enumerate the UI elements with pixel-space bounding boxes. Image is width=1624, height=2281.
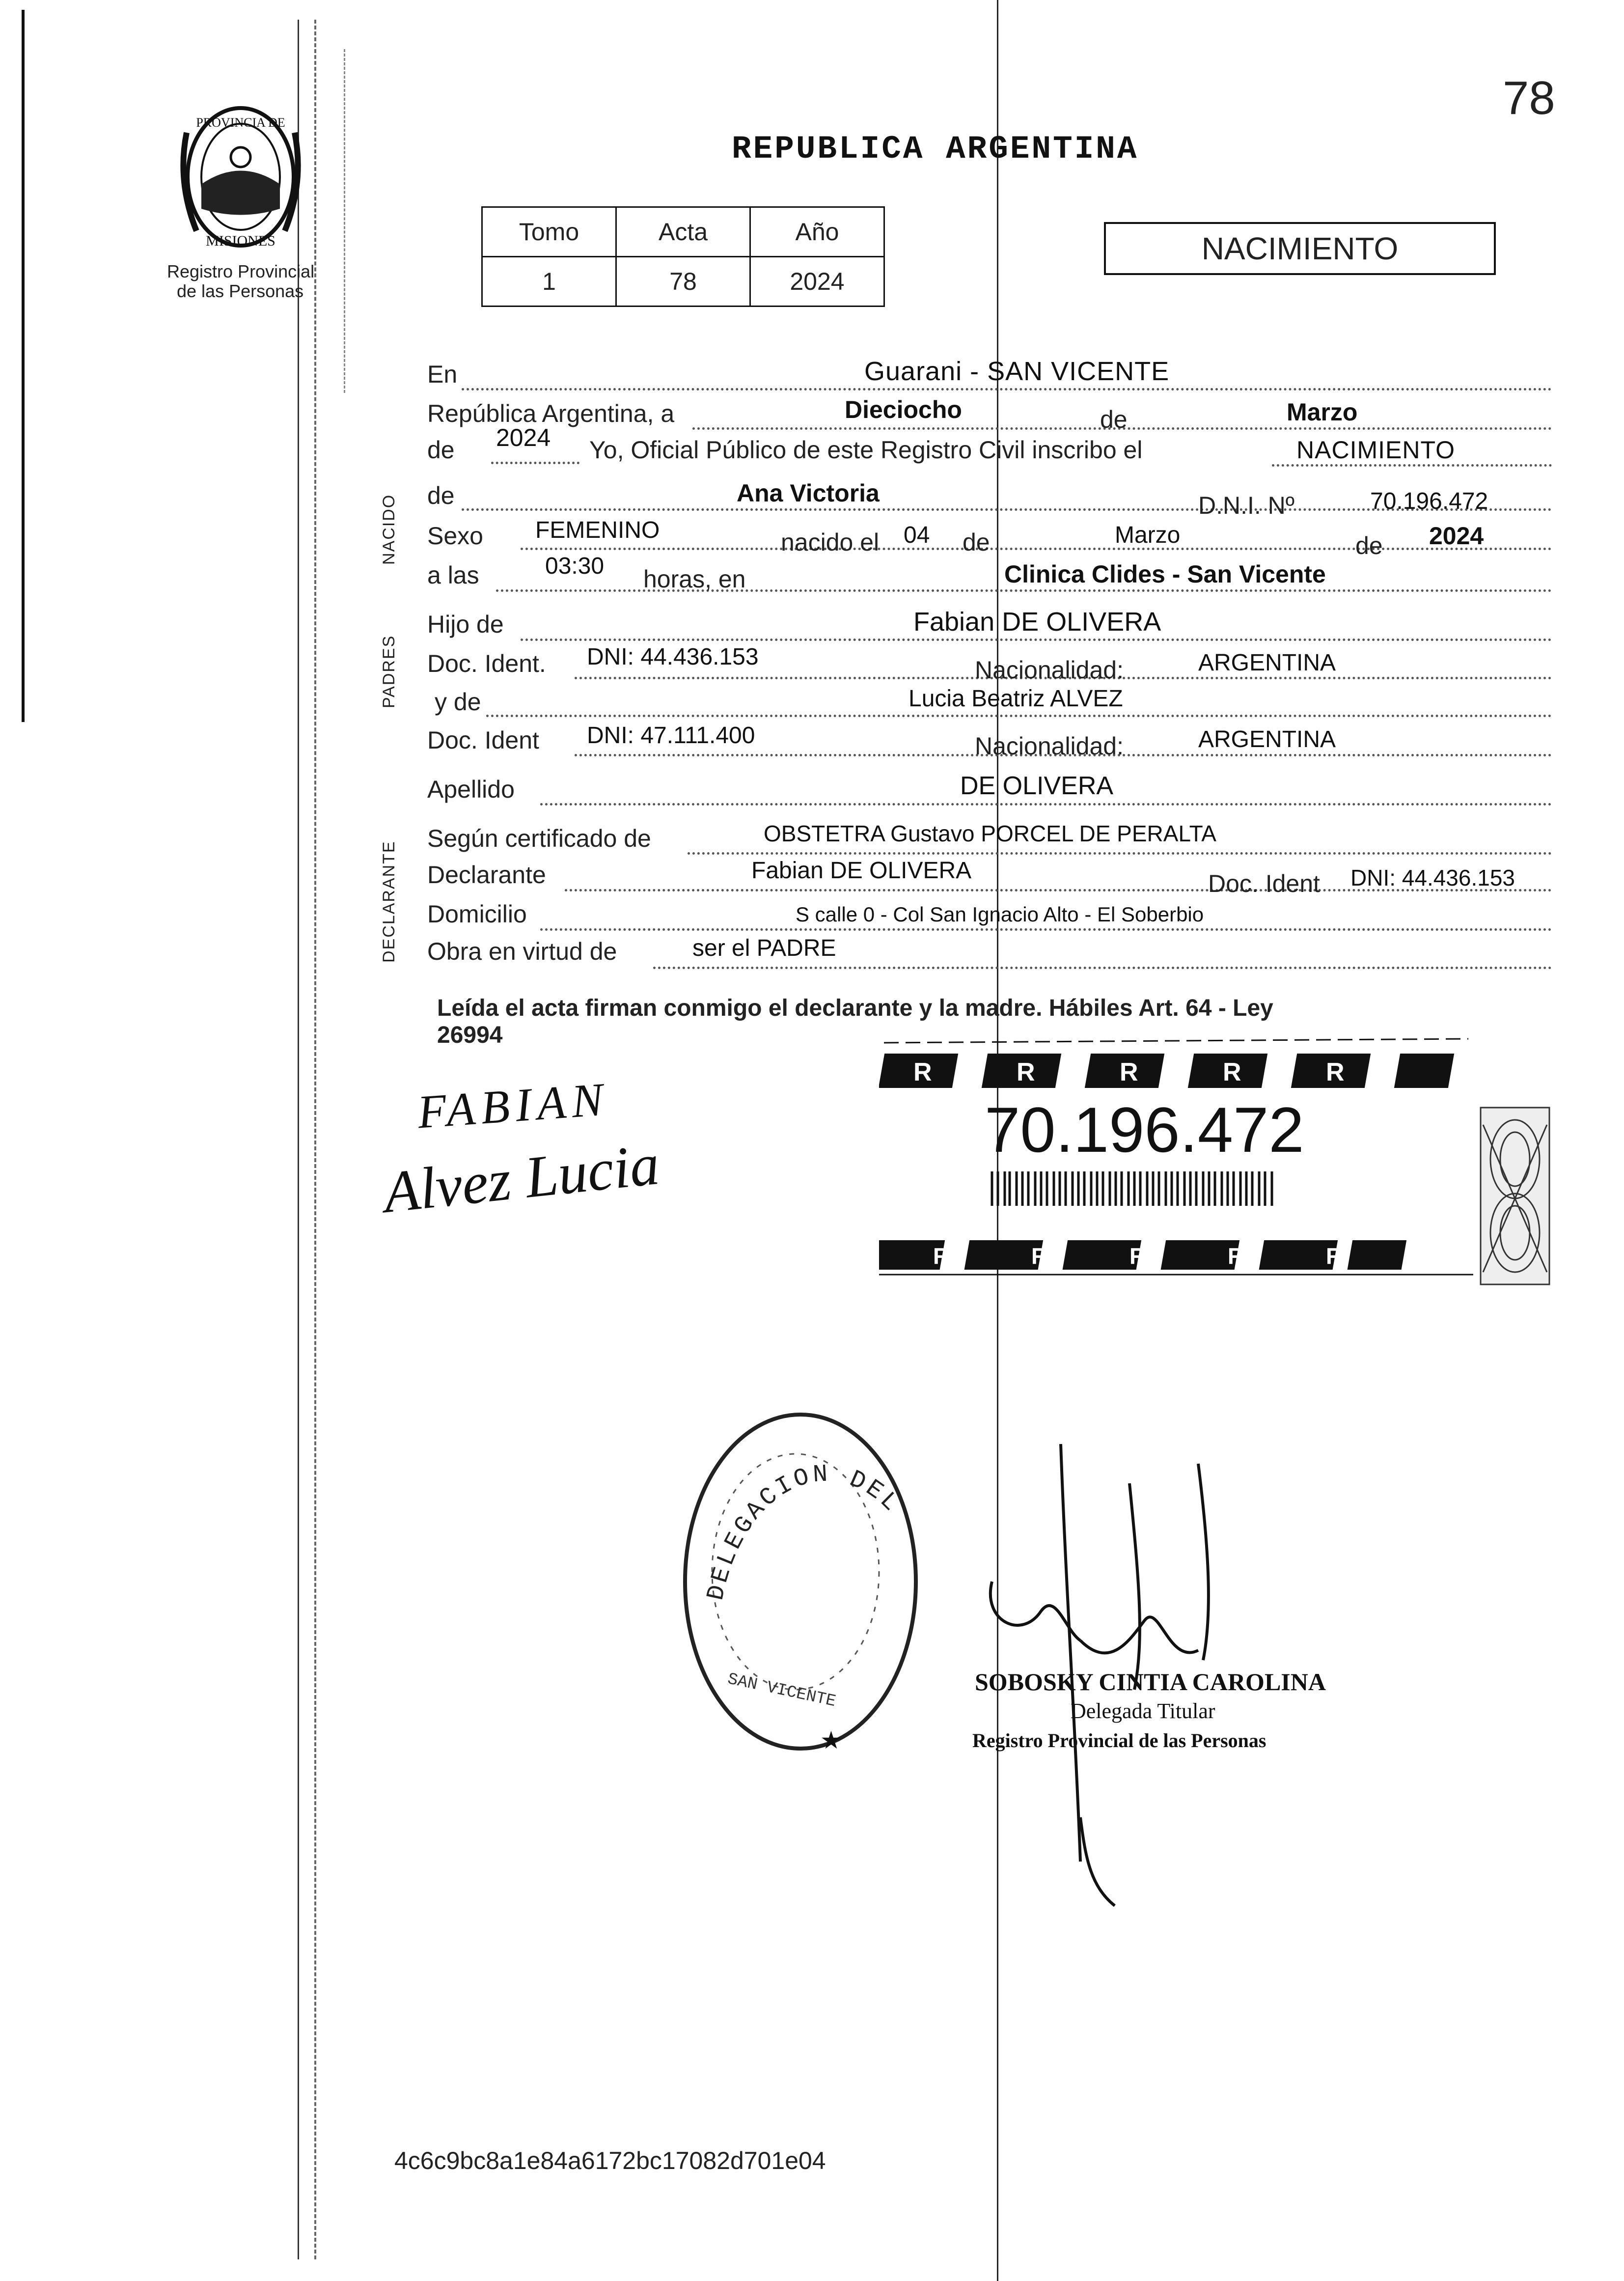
yde-dots	[486, 715, 1552, 717]
agency-line2: de las Personas	[177, 281, 304, 301]
year-value: 2024	[496, 424, 551, 451]
nac2-label: Nacionalidad:	[975, 732, 1124, 760]
section-label-padres: PADRES	[380, 635, 398, 708]
de2-label: de	[427, 482, 455, 509]
svg-text:R: R	[1017, 1058, 1035, 1086]
dom-value: S calle 0 - Col San Ignacio Alto - El Soberbio	[796, 903, 1204, 926]
en-value: Guarani - SAN VICENTE	[864, 357, 1170, 386]
doc-type-box: NACIMIENTO	[1104, 222, 1496, 275]
nac1-value: ARGENTINA	[1198, 650, 1336, 676]
hologram	[1478, 1105, 1552, 1287]
name-value: Ana Victoria	[737, 479, 880, 507]
mother-value: Lucia Beatriz ALVEZ	[908, 686, 1123, 712]
obra-dots	[653, 967, 1552, 969]
year-dots	[491, 462, 579, 464]
ref-value-tomo: 1	[482, 257, 616, 306]
dni-label: D.N.I. Nº	[1198, 492, 1295, 519]
closing-line2: 26994	[437, 1022, 503, 1048]
official-name: SOBOSKY CINTIA CAROLINA	[975, 1668, 1326, 1696]
doc2-label: Doc. Ident	[427, 726, 539, 754]
ref-value-anio: 2024	[750, 257, 884, 306]
cert-dots	[688, 852, 1552, 855]
year-label: de	[427, 436, 455, 464]
sexo-value: FEMENINO	[535, 517, 660, 543]
nac2-value: ARGENTINA	[1198, 726, 1336, 752]
act-value: NACIMIENTO	[1296, 436, 1455, 464]
dom-dots	[540, 928, 1552, 931]
svg-text:R: R	[1326, 1243, 1343, 1269]
horas-label: horas, en	[643, 565, 746, 593]
de3-label: de	[963, 529, 990, 556]
decl-value: Fabian DE OLIVERA	[751, 858, 972, 884]
scan-dash-column-2	[344, 49, 347, 393]
svg-text:R: R	[1031, 1243, 1048, 1269]
svg-text:R: R	[1223, 1058, 1241, 1086]
document-hash: 4c6c9bc8a1e84a6172bc17082d701e04	[394, 2147, 826, 2174]
official-org: Registro Provincial de las Personas	[972, 1729, 1266, 1752]
hijo-label: Hijo de	[427, 611, 504, 638]
en-label: En	[427, 361, 458, 388]
obra-value: ser el PADRE	[692, 935, 836, 961]
republica-label: República Argentina, a	[427, 400, 675, 427]
svg-text:R: R	[1326, 1058, 1345, 1086]
security-pattern-icon	[879, 1029, 1478, 1289]
time-value: 03:30	[545, 553, 605, 579]
ref-header-tomo: Tomo	[482, 207, 616, 257]
ref-header-acta: Acta	[616, 207, 750, 257]
hijo-dots	[521, 639, 1552, 641]
doc1-label: Doc. Ident.	[427, 650, 546, 677]
dom-label: Domicilio	[427, 900, 527, 928]
scan-edge-line	[22, 10, 25, 722]
obra-label: Obra en virtud de	[427, 938, 617, 965]
agency-line1: Registro Provincial	[167, 261, 315, 281]
father-value: Fabian DE OLIVERA	[913, 607, 1161, 637]
svg-text:SAN VICENTE: SAN VICENTE	[725, 1670, 838, 1712]
apellido-dots	[540, 803, 1552, 806]
svg-text:MISIONES: MISIONES	[206, 233, 275, 249]
registry-stamp-icon	[668, 1326, 943, 1788]
svg-text:R: R	[1120, 1058, 1138, 1086]
cert-label: Según certificado de	[427, 825, 651, 852]
nacido-label: nacido el	[781, 529, 880, 556]
cert-value: OBSTETRA Gustavo PORCEL DE PERALTA	[764, 821, 1216, 846]
birth-year-value: 2024	[1429, 522, 1484, 550]
signature-fabian: FABIAN	[415, 1072, 611, 1139]
svg-text:DELEGACION DEL REGISTRO DE LAS: DELEGACION DEL	[702, 1460, 906, 1603]
svg-text:R: R	[1228, 1243, 1244, 1269]
decl-label: Declarante	[427, 861, 546, 889]
scan-margin-line	[298, 20, 299, 2259]
de4-label: de	[1355, 532, 1383, 559]
sexo-dots	[521, 548, 1552, 550]
month-value: Marzo	[1287, 398, 1358, 426]
yde-label: y de	[435, 688, 481, 716]
signature-lucia: Alvez Lucia	[380, 1131, 662, 1225]
page-number: 78	[1503, 72, 1555, 124]
en-dots	[462, 388, 1552, 390]
svg-text:R: R	[933, 1243, 950, 1269]
scan-dash-column	[314, 20, 318, 2259]
officer-text: Yo, Oficial Público de este Registro Civil inscribo el	[589, 436, 1143, 464]
alas-label: a las	[427, 561, 479, 589]
svg-text:★: ★	[820, 1726, 842, 1754]
svg-text:70.196.472: 70.196.472	[985, 1094, 1304, 1166]
day-value: Dieciocho	[845, 396, 962, 423]
birth-day-value: 04	[904, 522, 930, 548]
svg-text:R: R	[913, 1058, 932, 1086]
svg-text:PROVINCIA DE: PROVINCIA DE	[196, 115, 285, 130]
section-label-declarante: DECLARANTE	[380, 840, 398, 963]
decl-doc-value: DNI: 44.436.153	[1350, 865, 1515, 890]
place-value: Clinica Clides - San Vicente	[1004, 560, 1326, 588]
act-dots	[1272, 464, 1552, 467]
ref-value-acta: 78	[616, 257, 750, 306]
security-strip	[879, 1029, 1478, 1289]
section-label-nacido: NACIDO	[380, 494, 398, 565]
de-label: de	[1100, 406, 1128, 433]
province-seal	[167, 98, 314, 260]
closing-line1: Leída el acta firman conmigo el declarante y la madre. Hábiles Art. 64 - Ley	[437, 995, 1273, 1021]
apellido-label: Apellido	[427, 776, 515, 803]
dni-value: 70.196.472	[1370, 488, 1488, 514]
province-seal-icon	[167, 98, 314, 260]
page-title: REPUBLICA ARGENTINA	[732, 131, 1139, 167]
apellido-value: DE OLIVERA	[960, 772, 1114, 800]
hologram-icon	[1478, 1105, 1552, 1287]
doc2-value: DNI: 47.111.400	[587, 723, 755, 749]
doc1-value: DNI: 44.436.153	[587, 644, 759, 670]
sexo-label: Sexo	[427, 522, 483, 550]
decl-doc-label: Doc. Ident	[1208, 870, 1320, 897]
svg-text:R: R	[1129, 1243, 1146, 1269]
registry-stamp	[668, 1326, 943, 1788]
ref-header-anio: Año	[750, 207, 884, 257]
nac1-label: Nacionalidad:	[975, 656, 1124, 684]
reference-table	[481, 206, 885, 307]
birth-month-value: Marzo	[1115, 522, 1181, 548]
official-role: Delegada Titular	[1071, 1699, 1215, 1723]
